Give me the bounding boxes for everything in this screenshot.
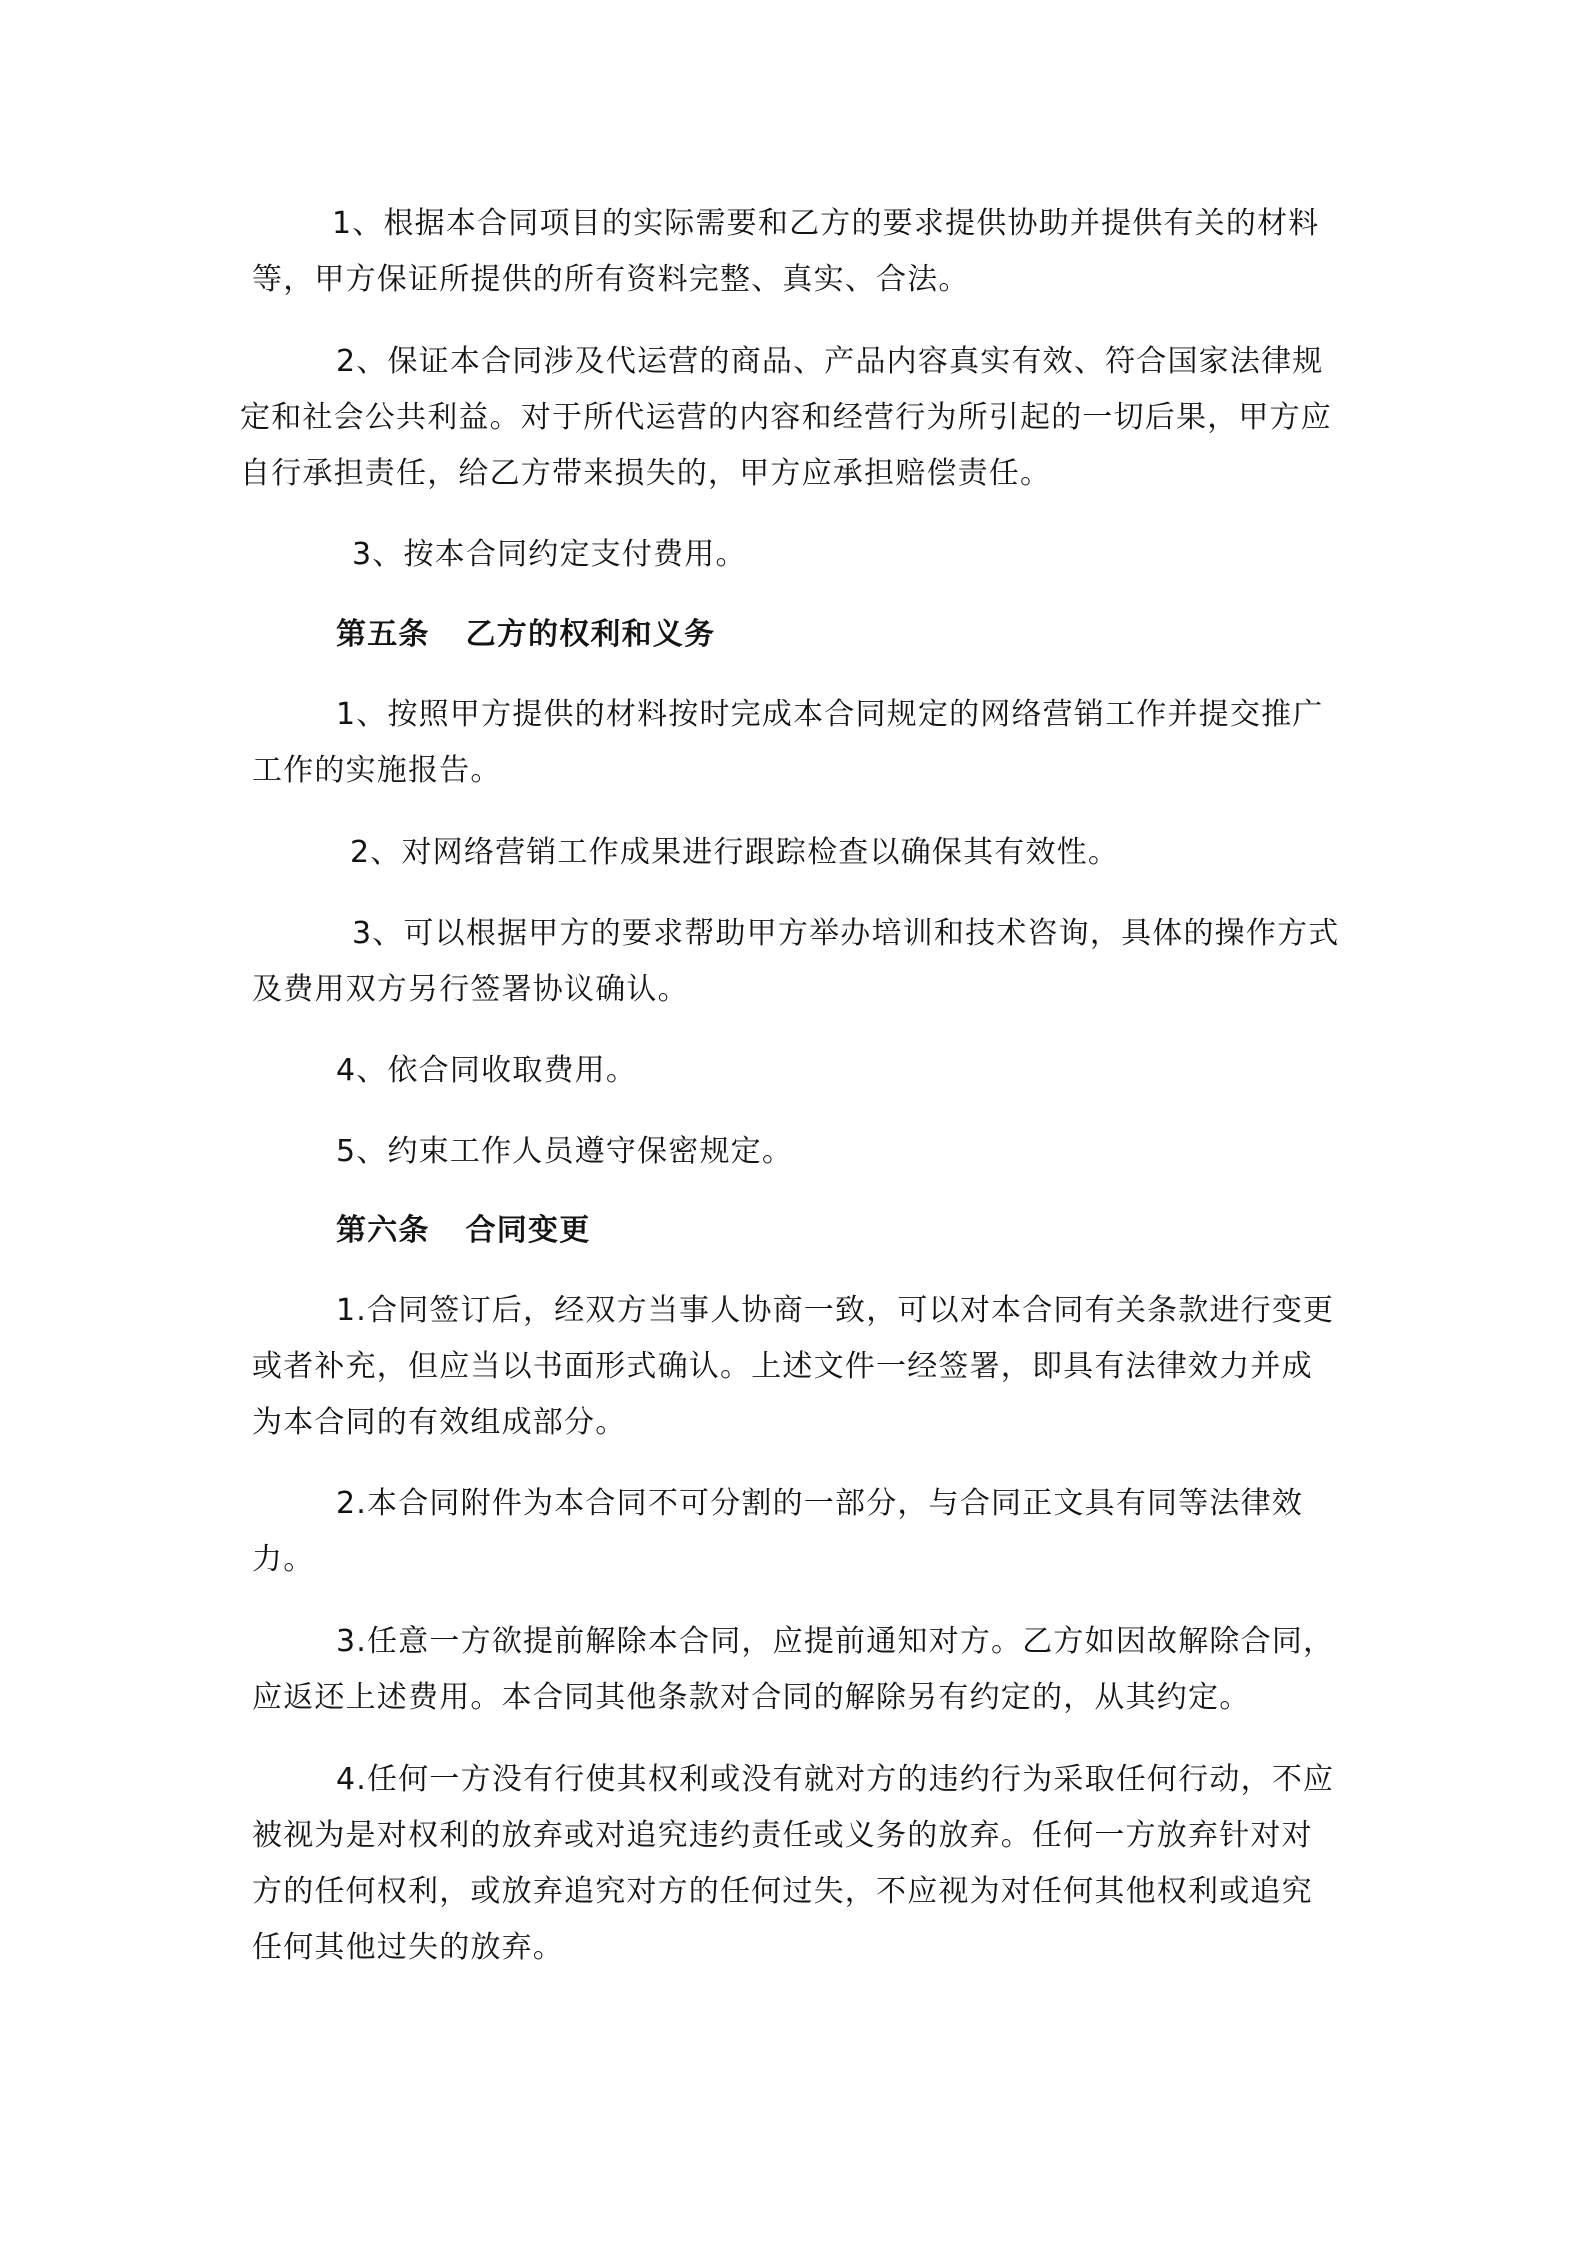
text-line: 1、按照甲方提供的材料按时完成本合同规定的网络营销工作并提交推广 [336, 697, 1324, 732]
text-line: 3.任意一方欲提前解除本合同，应提前通知对方。乙方如因故解除合同， [336, 1624, 1335, 1659]
clause-para-13 [252, 1752, 1352, 1976]
text-line: 5、约束工作人员遵守保密规定。 [336, 1134, 794, 1169]
text-line: 定和社会公共利益。对于所代运营的内容和经营行为所引起的一切后果，甲方应 [240, 400, 1332, 435]
text-line: 任何其他过失的放弃。 [252, 1930, 564, 1965]
clause-para-4 [252, 687, 1352, 799]
article-heading-5 [336, 607, 715, 663]
article-number: 第六条 [336, 1213, 430, 1248]
text-line: 及费用双方另行签署协议确认。 [252, 972, 689, 1007]
text-line: 3、按本合同约定支付费用。 [352, 537, 747, 572]
text-line: 4.任何一方没有行使其权利或没有就对方的违约行为采取任何行动，不应 [336, 1762, 1335, 1797]
text-line: 等，甲方保证所提供的所有资料完整、真实、合法。 [252, 262, 970, 297]
text-line: 1.合同签订后，经双方当事人协商一致，可以对本合同有关条款进行变更 [336, 1293, 1335, 1328]
clause-para-6 [252, 906, 1352, 1018]
text-line: 或者补充，但应当以书面形式确认。上述文件一经签署，即具有法律效力并成 [252, 1349, 1313, 1384]
clause-para-3 [252, 527, 1352, 583]
clause-para-8 [252, 1124, 1352, 1180]
text-line: 4、依合同收取费用。 [336, 1053, 638, 1088]
article-number: 第五条 [336, 617, 430, 652]
text-line: 1、根据本合同项目的实际需要和乙方的要求提供协助并提供有关的材料 [332, 206, 1320, 241]
text-line: 2、保证本合同涉及代运营的商品、产品内容真实有效、符合国家法律规 [336, 344, 1324, 379]
clause-para-5 [252, 825, 1352, 881]
article-title: 乙方的权利和义务 [465, 617, 716, 652]
text-line: 自行承担责任，给乙方带来损失的，甲方应承担赔偿责任。 [240, 456, 1052, 491]
text-line: 3、可以根据甲方的要求帮助甲方举办培训和技术咨询，具体的操作方式 [352, 916, 1340, 951]
text-line: 为本合同的有效组成部分。 [252, 1405, 627, 1440]
text-line: 2.本合同附件为本合同不可分割的一部分，与合同正文具有同等法律效 [336, 1486, 1304, 1521]
article-heading-6 [336, 1203, 590, 1259]
clause-para-12 [252, 1614, 1352, 1726]
clause-para-11 [252, 1476, 1352, 1588]
clause-para-10 [252, 1283, 1352, 1451]
text-line: 工作的实施报告。 [252, 753, 502, 788]
clause-para-7 [252, 1043, 1352, 1099]
text-line: 被视为是对权利的放弃或对追究违约责任或义务的放弃。任何一方放弃针对对 [252, 1818, 1313, 1853]
text-line: 力。 [252, 1542, 315, 1577]
text-line: 方的任何权利，或放弃追究对方的任何过失，不应视为对任何其他权利或追究 [252, 1874, 1313, 1909]
clause-para-1 [252, 196, 1352, 308]
clause-para-2 [240, 334, 1340, 502]
text-line: 应返还上述费用。本合同其他条款对合同的解除另有约定的，从其约定。 [252, 1680, 1251, 1715]
article-title: 合同变更 [465, 1213, 591, 1248]
text-line: 2、对网络营销工作成果进行跟踪检查以确保其有效性。 [350, 835, 1120, 870]
